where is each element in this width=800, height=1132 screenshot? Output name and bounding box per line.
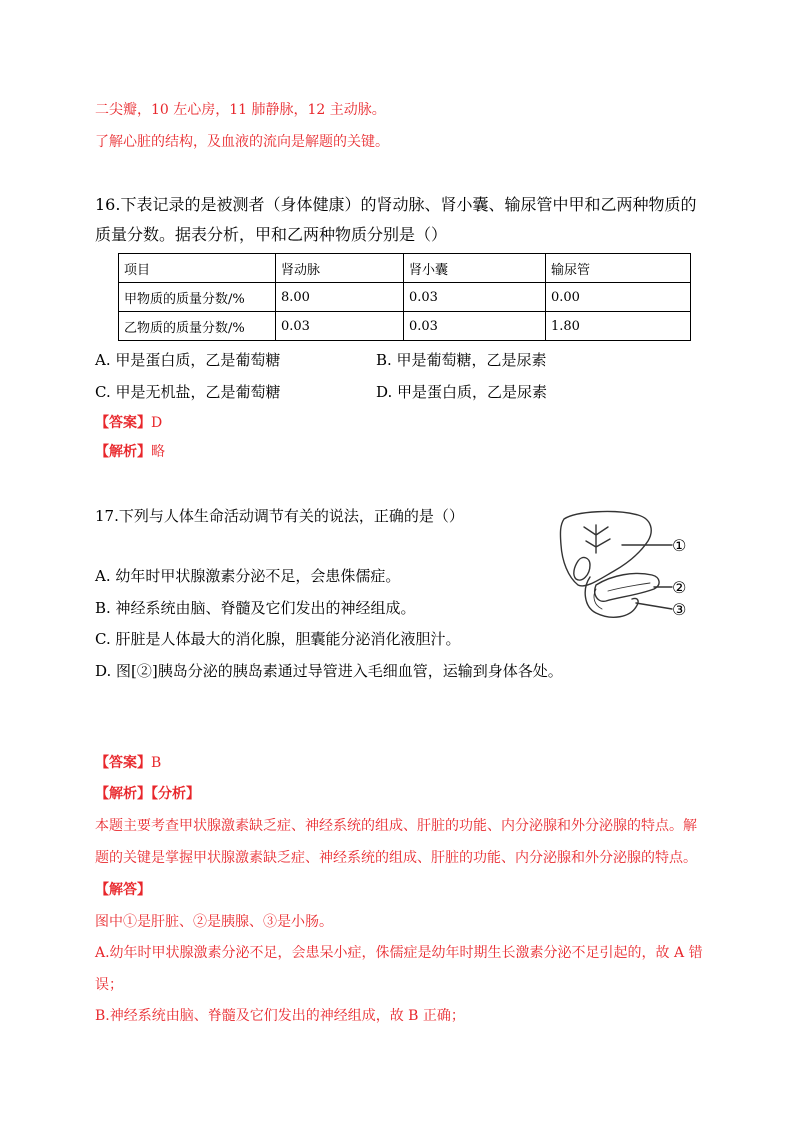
table-cell: 8.00 xyxy=(276,283,404,312)
table-header-cell: 肾动脉 xyxy=(276,254,404,283)
solution-text: 图中①是肝脏、②是胰腺、③是小肠。 xyxy=(95,914,333,930)
option-d: D. 图[②]胰岛分泌的胰岛素通过导管进入毛细血管，运输到身体各处。 xyxy=(95,662,563,680)
analysis-label: 【解析】 xyxy=(95,444,151,460)
analysis-line xyxy=(95,441,165,461)
table-header-cell: 输尿管 xyxy=(546,254,691,283)
digestive-organs-figure xyxy=(556,505,696,635)
table-cell: 甲物质的质量分数/% xyxy=(119,283,276,312)
option-a: A. 甲是蛋白质，乙是葡萄糖 xyxy=(95,351,281,369)
table-cell: 乙物质的质量分数/% xyxy=(119,312,276,341)
question-16-title: 质量分数。据表分析，甲和乙两种物质分别是（） xyxy=(95,225,448,244)
solution-label: 【解答】 xyxy=(95,882,151,898)
option-a: A. 幼年时甲状腺激素分泌不足，会患侏儒症。 xyxy=(95,567,401,585)
solution-text: A.幼年时甲状腺激素分泌不足，会患呆小症，侏儒症是幼年时期生长激素分泌不足引起的，故 A 错 xyxy=(95,945,703,961)
question-17-title: 17.下列与人体生命活动调节有关的说法，正确的是（） xyxy=(95,507,464,525)
analysis-text: 题的关键是掌握甲状腺激素缺乏症、神经系统的组成、肝脏的功能、内分泌腺和外分泌腺的特点。 xyxy=(95,850,697,866)
answer-value: D xyxy=(151,415,163,431)
explanation-line: 了解心脏的结构，及血液的流向是解题的关键。 xyxy=(95,134,389,150)
table-cell: 1.80 xyxy=(546,312,691,341)
answer-line xyxy=(95,752,161,772)
question-16-title: 16.下表记录的是被测者（身体健康）的肾动脉、肾小囊、输尿管中甲和乙两种物质的 xyxy=(95,195,697,214)
option-b: B. 甲是葡萄糖，乙是尿素 xyxy=(376,351,547,369)
solution-text: 误； xyxy=(95,977,123,993)
table-header-cell: 项目 xyxy=(119,254,276,283)
question-16-table xyxy=(118,253,691,341)
table-cell: 0.03 xyxy=(404,312,546,341)
solution-text: B.神经系统由脑、脊髓及它们发出的神经组成，故 B 正确； xyxy=(95,1008,465,1024)
table-cell: 0.00 xyxy=(546,283,691,312)
explanation-line: 二尖瓣，10 左心房，11 肺静脉，12 主动脉。 xyxy=(95,102,386,118)
figure-label-2: ② xyxy=(672,578,687,597)
table-header-row xyxy=(119,254,691,283)
option-d: D. 甲是蛋白质，乙是尿素 xyxy=(376,383,548,401)
organ-diagram xyxy=(556,505,696,635)
table-header-cell: 肾小囊 xyxy=(404,254,546,283)
answer-value: B xyxy=(151,755,162,771)
figure-label-3: ③ xyxy=(672,600,687,619)
option-c: C. 肝脏是人体最大的消化腺，胆囊能分泌消化液胆汁。 xyxy=(95,630,461,648)
option-b: B. 神经系统由脑、脊髓及它们发出的神经组成。 xyxy=(95,599,416,617)
table-row xyxy=(119,312,691,341)
answer-label: 【答案】 xyxy=(95,755,151,771)
figure-label-1: ① xyxy=(672,536,687,555)
answer-label: 【答案】 xyxy=(95,415,151,431)
analysis-label: 【解析】【分析】 xyxy=(95,786,200,802)
option-c: C. 甲是无机盐，乙是葡萄糖 xyxy=(95,383,281,401)
table-row xyxy=(119,283,691,312)
analysis-text: 本题主要考查甲状腺激素缺乏症、神经系统的组成、肝脏的功能、内分泌腺和外分泌腺的特点。解 xyxy=(95,818,697,834)
table-cell: 0.03 xyxy=(404,283,546,312)
answer-line xyxy=(95,412,162,432)
analysis-text: 略 xyxy=(151,444,165,460)
table-cell: 0.03 xyxy=(276,312,404,341)
